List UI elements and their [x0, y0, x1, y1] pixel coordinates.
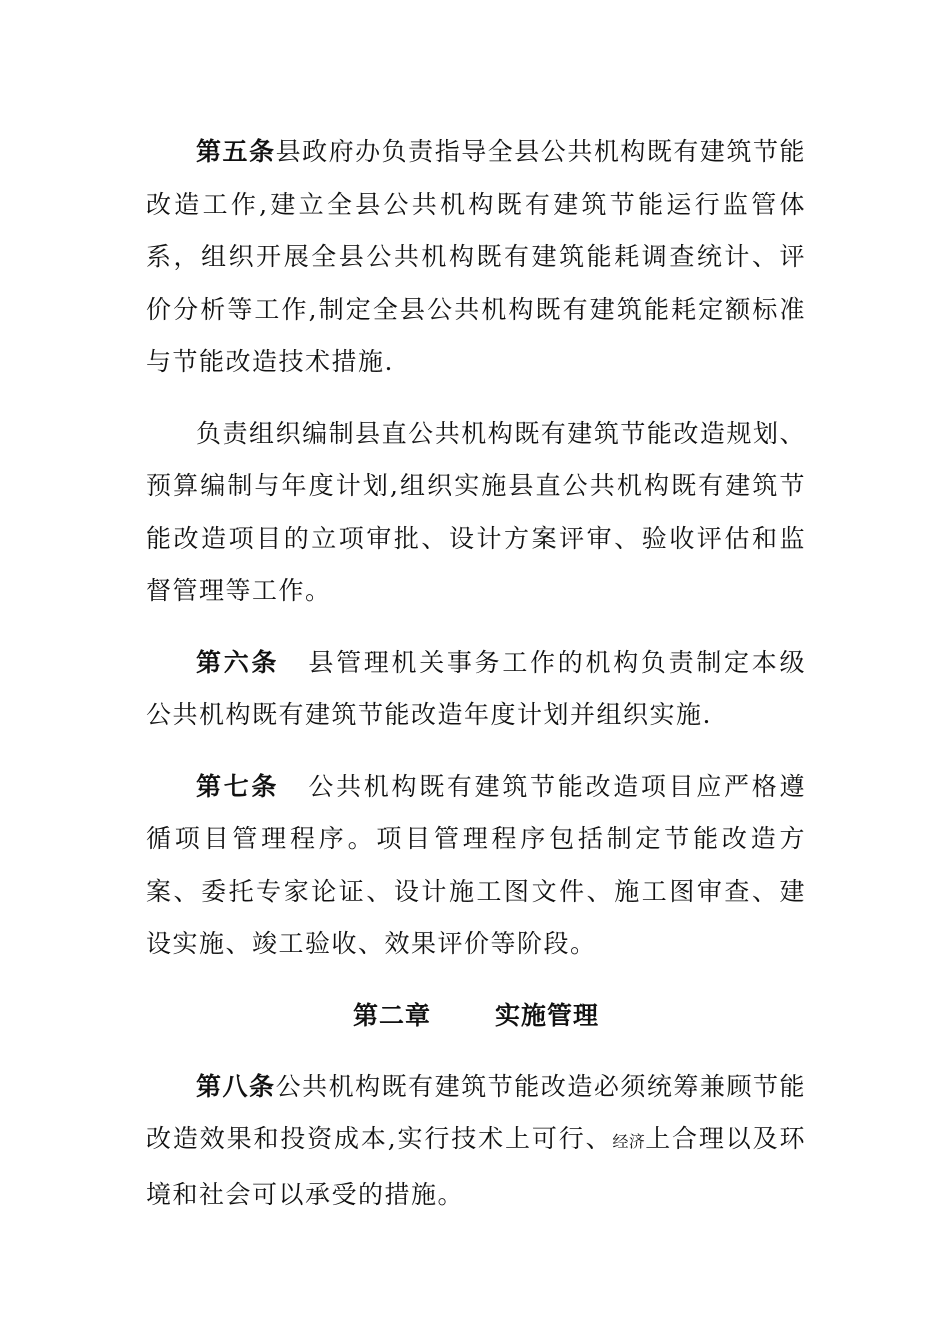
- chapter-heading: [146, 990, 806, 1042]
- article-8-small-text: 经济: [612, 1132, 646, 1151]
- chapter-title: 实施管理: [495, 1000, 600, 1030]
- article-5-text: 县政府办负责指导全县公共机构既有建筑节能改造工作,建立全县公共机构既有建筑节能运行监管体系，组织开展全县公共机构既有建筑能耗调查统计、评价分析等工作,制定全县公共机构既有建筑能耗定额标准与节能改造技术措施.: [146, 137, 806, 376]
- document-page: [146, 126, 806, 1221]
- article-5-continued-paragraph: [146, 408, 806, 618]
- article-8-text-b: 上合理以及环境和社会可以承受的措施。: [146, 1124, 806, 1209]
- article-8-heading: 第八条: [196, 1071, 276, 1101]
- article-5-heading: 第五条: [196, 137, 276, 166]
- article-5-continued-text: 负责组织编制县直公共机构既有建筑节能改造规划、预算编制与年度计划,组织实施县直公共机构既有建筑节能改造项目的立项审批、设计方案评审、验收评估和监督管理等工作。: [146, 418, 806, 605]
- article-7-heading: 第七条: [196, 771, 280, 801]
- article-7-text: 公共机构既有建筑节能改造项目应严格遵循项目管理程序。项目管理程序包括制定节能改造方案、委托专家论证、设计施工图文件、施工图审查、建设实施、竣工验收、效果评价等阶段。: [146, 771, 806, 958]
- article-6-paragraph: [146, 637, 806, 742]
- article-6-text: 县管理机关事务工作的机构负责制定本级公共机构既有建筑节能改造年度计划并组织实施.: [146, 647, 806, 729]
- article-5-paragraph: [146, 126, 806, 389]
- article-7-paragraph: [146, 761, 806, 971]
- chapter-number: 第二章: [352, 1000, 431, 1030]
- article-6-heading: 第六条: [196, 647, 280, 677]
- article-8-text-a: 公共机构既有建筑节能改造必须统筹兼顾节能改造效果和投资成本,实行技术上可行、: [146, 1071, 806, 1153]
- article-8-paragraph: [146, 1061, 806, 1222]
